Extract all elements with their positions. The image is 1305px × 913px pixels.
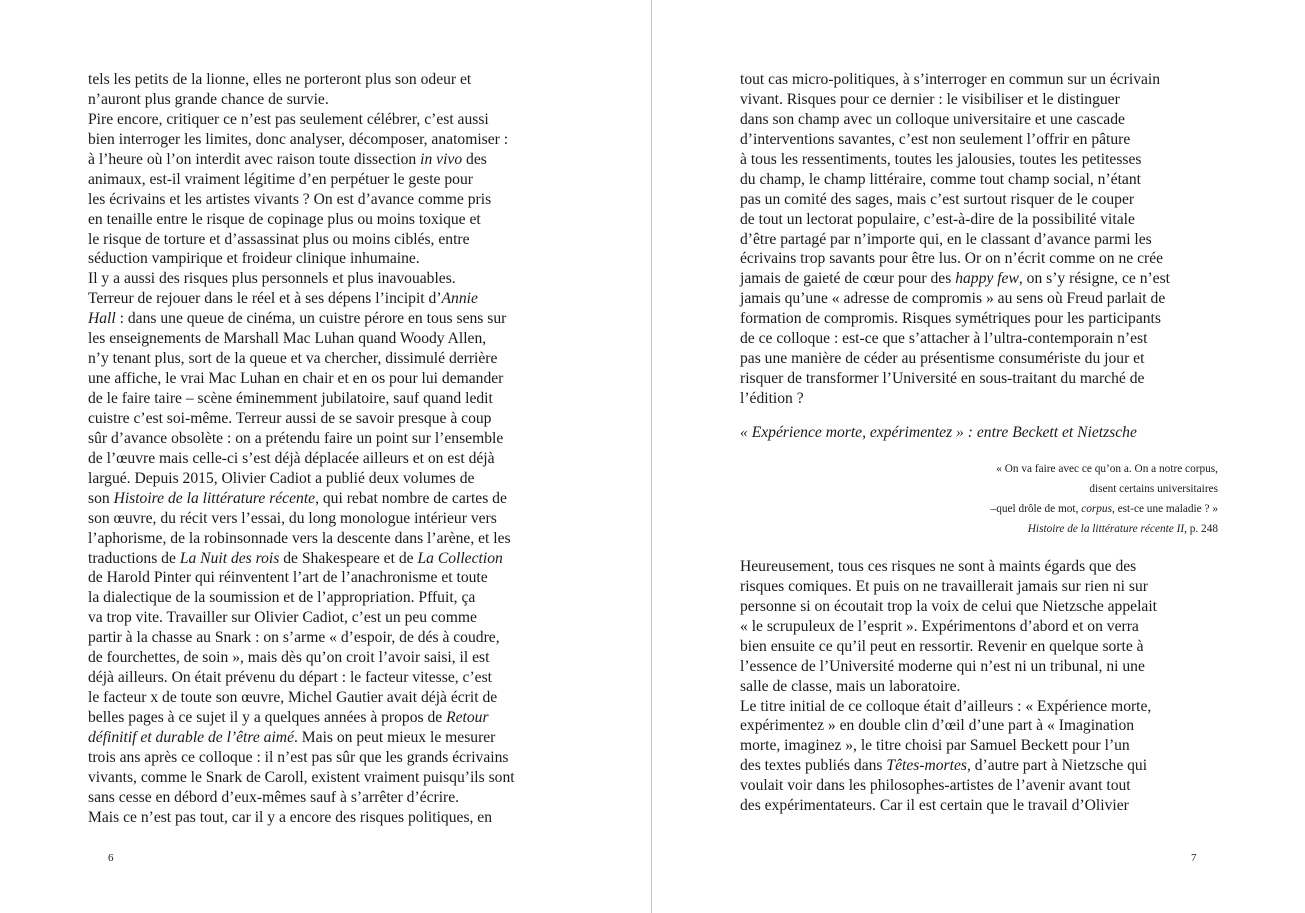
- text-run: déjà ailleurs. On était prévenu du départ : le facteur vitesse, c’est: [88, 669, 492, 687]
- text-line: [88, 429, 568, 449]
- text-line: [740, 637, 1220, 657]
- page-gutter-divider: [651, 0, 652, 913]
- text-run: bien interroger les limites, donc analyser, décomposer, anatomiser :: [88, 130, 509, 148]
- text-run: , on s’y résigne, ce n’est: [1018, 270, 1171, 288]
- text-run: disent certains universitaires: [1089, 482, 1218, 495]
- text-run: n’y tenant plus, sort de la queue et va chercher, dissimulé derrière: [88, 350, 498, 368]
- text-run: les écrivains et les artistes vivants ? On est d’avance comme pris: [88, 190, 492, 208]
- epigraph-line: [740, 479, 1218, 499]
- text-line: [740, 597, 1220, 617]
- text-run: à tous les ressentiments, toutes les jalousies, toutes les petitesses: [740, 150, 1142, 168]
- italic-text-run: happy few: [955, 270, 1019, 288]
- text-run: jamais qu’une « adresse de compromis » au sens où Freud parlait de: [740, 290, 1166, 308]
- text-run: tout cas micro-politiques, à s’interroger en commun sur un écrivain: [740, 71, 1161, 88]
- text-run: jamais de gaieté de cœur pour des: [740, 270, 956, 288]
- text-run: bien ensuite ce qu’il peut en ressortir. Revenir en quelque sorte à: [740, 637, 1144, 655]
- text-run: de fourchettes, de soin », mais dès qu’on croit l’avoir saisi, il est: [88, 649, 490, 667]
- text-line: [740, 677, 1220, 697]
- text-line: [88, 608, 568, 628]
- text-run: va trop vite. Travailler sur Olivier Cadiot, c’est un peu comme: [88, 609, 477, 627]
- text-run: risques comiques. Et puis on ne travaillerait jamais sur rien ni sur: [740, 577, 1148, 595]
- text-line: [740, 289, 1220, 309]
- text-run: pas une manière de céder au présentisme consumériste du jour et: [740, 350, 1145, 368]
- left-page-number: 6: [108, 852, 114, 864]
- text-run: , qui rebat nombre de cartes de: [315, 489, 507, 507]
- text-line: [740, 269, 1220, 289]
- text-run: salle de classe, mais un laboratoire.: [740, 677, 961, 695]
- text-run: expérimentez » en double clin d’œil d’une part à « Imagination: [740, 717, 1135, 735]
- text-line: [740, 190, 1220, 210]
- text-run: formation de compromis. Risques symétriques pour les participants: [740, 310, 1161, 328]
- text-line: [88, 369, 568, 389]
- text-run: du champ, le champ littéraire, comme tout champ social, n’étant: [740, 170, 1141, 188]
- italic-text-run: La Nuit des rois: [179, 549, 280, 567]
- text-run: les enseignements de Marshall Mac Luhan quand Woody Allen,: [88, 330, 487, 348]
- left-page: [0, 0, 652, 913]
- text-run: . Mais on peut mieux le mesurer: [294, 728, 496, 746]
- right-page-number: 7: [1191, 852, 1197, 864]
- right-page-bottom-paragraphs: [740, 557, 1220, 816]
- text-line: [88, 768, 568, 788]
- text-line: [740, 249, 1220, 269]
- text-run: des expérimentateurs. Car il est certain que le travail d’Olivier: [740, 797, 1129, 815]
- text-line: [88, 269, 568, 289]
- text-line: [740, 617, 1220, 637]
- epigraph-quote: [740, 459, 1218, 539]
- text-run: , d’autre part à Nietzsche qui: [966, 757, 1148, 775]
- italic-text-run: Hall: [88, 310, 116, 328]
- text-line: [88, 150, 568, 170]
- text-line: [88, 190, 568, 210]
- italic-text-run: Histoire de la littérature récente II: [1027, 522, 1185, 535]
- text-line: [88, 728, 568, 748]
- text-line: [88, 648, 568, 668]
- text-line: [88, 529, 568, 549]
- text-run: de ce colloque : est-ce que s’attacher à l’ultra-contemporain n’est: [740, 330, 1148, 348]
- epigraph-line: [740, 459, 1218, 479]
- text-run: tels les petits de la lionne, elles ne porteront plus son odeur et: [88, 71, 472, 88]
- text-line: [88, 249, 568, 269]
- text-run: d’être partagé par n’importe qui, en le classant d’avance parmi les: [740, 230, 1152, 248]
- text-line: [88, 70, 568, 90]
- text-line: [740, 776, 1220, 796]
- text-run: risquer de transformer l’Université en sous-traitant du marché de: [740, 370, 1145, 388]
- text-line: [88, 110, 568, 130]
- text-line: [740, 756, 1220, 776]
- text-run: de Harold Pinter qui réinventent l’art de l’anachronisme et toute: [88, 569, 488, 587]
- text-line: [88, 170, 568, 190]
- italic-text-run: in vivo: [420, 150, 463, 168]
- text-line: [740, 557, 1220, 577]
- text-line: [88, 628, 568, 648]
- text-run: cuistre c’est soi-même. Terreur aussi de se savoir presque à coup: [88, 409, 492, 427]
- italic-text-run: Histoire de la littérature récente: [113, 489, 316, 507]
- epigraph-line: [740, 499, 1218, 519]
- text-line: [740, 389, 1220, 409]
- text-run: n’auront plus grande chance de survie.: [88, 90, 329, 108]
- text-run: de Shakespeare et de: [279, 549, 418, 567]
- italic-text-run: La Collection: [417, 549, 503, 567]
- text-run: écrivains trop savants pour être lus. Or on n’écrit comme on ne crée: [740, 250, 1164, 268]
- text-run: l’essence de l’Université moderne qui n’est ni un tribunal, ni une: [740, 657, 1145, 675]
- text-run: de le faire taire – scène éminemment jubilatoire, sauf quand ledit: [88, 390, 493, 407]
- text-line: [88, 748, 568, 768]
- text-line: [88, 90, 568, 110]
- text-line: [88, 568, 568, 588]
- text-run: dans son champ avec un colloque universitaire et une cascade: [740, 110, 1125, 128]
- text-run: la dialectique de la soumission et de l’appropriation. Pffuit, ça: [88, 589, 476, 607]
- text-run: son: [88, 489, 114, 507]
- text-line: [88, 329, 568, 349]
- text-run: Heureusement, tous ces risques ne sont à maints égards que des: [740, 557, 1137, 575]
- text-run: animaux, est-il vraiment légitime d’en perpétuer le geste pour: [88, 170, 473, 188]
- text-run: de l’œuvre mais celle-ci s’est déjà déplacée ailleurs et on est déjà: [88, 449, 495, 467]
- text-run: vivants, comme le Snark de Caroll, existent vraiment puisqu’ils sont: [88, 768, 515, 786]
- right-page-top-paragraphs: [740, 70, 1220, 409]
- text-run: l’aphorisme, de la robinsonnade vers la descente dans l’arène, et les: [88, 529, 511, 547]
- italic-text-run: définitif et durable de l’être aimé: [88, 728, 294, 746]
- text-line: [88, 808, 568, 828]
- text-line: [88, 788, 568, 808]
- text-run: Pire encore, critiquer ce n’est pas seulement célébrer, c’est aussi: [88, 110, 489, 128]
- right-page: [653, 0, 1305, 913]
- text-line: [88, 708, 568, 728]
- text-line: [740, 210, 1220, 230]
- text-run: « le scrupuleux de l’esprit ». Expérimentons d’abord et on verra: [740, 617, 1139, 635]
- text-run: , p. 248: [1184, 522, 1218, 535]
- text-line: [740, 90, 1220, 110]
- text-line: [740, 697, 1220, 717]
- text-line: [740, 349, 1220, 369]
- text-run: largué. Depuis 2015, Olivier Cadiot a publié deux volumes de: [88, 469, 475, 487]
- text-line: [740, 369, 1220, 389]
- italic-text-run: Têtes-mortes: [886, 757, 967, 775]
- text-run: , est-ce une maladie ? »: [1111, 502, 1218, 515]
- text-run: trois ans après ce colloque : il n’est pas sûr que les grands écrivains: [88, 748, 509, 766]
- italic-text-run: Annie: [441, 290, 478, 308]
- text-line: [740, 230, 1220, 250]
- text-line: [740, 70, 1220, 90]
- right-page-body: [740, 70, 1220, 816]
- text-line: [740, 170, 1220, 190]
- text-run: de tout un lectorat populaire, c’est-à-dire de la possibilité vitale: [740, 210, 1135, 228]
- italic-text-run: Retour: [446, 709, 489, 726]
- text-line: [740, 150, 1220, 170]
- text-run: le risque de torture et d’assassinat plus ou moins ciblés, entre: [88, 230, 470, 248]
- epigraph-line: [740, 519, 1218, 539]
- epigraph-spacer: [740, 539, 1220, 557]
- text-line: [740, 577, 1220, 597]
- text-run: le facteur x de toute son œuvre, Michel Gautier avait déjà écrit de: [88, 689, 498, 707]
- text-line: [88, 289, 568, 309]
- section-heading: « Expérience morte, expérimentez » : entre Beckett et Nietzsche: [740, 423, 1137, 441]
- text-line: [740, 130, 1220, 150]
- text-line: [88, 688, 568, 708]
- text-line: [88, 349, 568, 369]
- text-line: [88, 409, 568, 429]
- text-run: belles pages à ce sujet il y a quelques années à propos de: [88, 709, 447, 726]
- text-run: d’interventions savantes, c’est non seulement l’offrir en pâture: [740, 130, 1131, 148]
- text-run: Mais ce n’est pas tout, car il y a encore des risques politiques, en: [88, 808, 493, 826]
- text-line: [88, 509, 568, 529]
- text-line: [88, 210, 568, 230]
- text-run: vivant. Risques pour ce dernier : le visibiliser et le distinguer: [740, 90, 1120, 108]
- text-line: [88, 230, 568, 250]
- text-run: partir à la chasse au Snark : on s’arme « d’espoir, de dés à coudre,: [88, 629, 500, 647]
- text-run: en tenaille entre le risque de copinage plus ou moins toxique et: [88, 210, 481, 228]
- text-run: l’édition ?: [740, 390, 804, 407]
- text-line: [740, 796, 1220, 816]
- text-line: [88, 588, 568, 608]
- text-run: Il y a aussi des risques plus personnels et plus inavouables.: [88, 270, 456, 288]
- text-line: [740, 110, 1220, 130]
- text-run: des: [462, 150, 487, 168]
- text-run: morte, imaginez », le titre choisi par Samuel Beckett pour l’un: [740, 737, 1130, 755]
- text-line: [88, 549, 568, 569]
- text-line: [740, 309, 1220, 329]
- text-line: [740, 716, 1220, 736]
- text-run: séduction vampirique et froideur clinique inhumaine.: [88, 250, 420, 268]
- text-run: à l’heure où l’on interdit avec raison toute dissection: [88, 150, 421, 168]
- text-run: des textes publiés dans: [740, 757, 887, 775]
- text-line: [740, 329, 1220, 349]
- text-line: [88, 389, 568, 409]
- left-page-body: [88, 70, 568, 828]
- text-line: [740, 736, 1220, 756]
- text-run: Terreur de rejouer dans le réel et à ses dépens l’incipit d’: [88, 290, 442, 308]
- text-run: : dans une queue de cinéma, un cuistre pérore en tous sens sur: [115, 310, 507, 328]
- text-run: une affiche, le vrai Mac Luhan en chair et en os pour lui demander: [88, 370, 504, 388]
- text-line: [88, 449, 568, 469]
- text-run: –quel drôle de mot,: [990, 502, 1082, 515]
- text-run: personne si on écoutait trop la voix de celui que Nietzsche appelait: [740, 597, 1157, 615]
- text-run: sûr d’avance obsolète : on a prétendu faire un point sur l’ensemble: [88, 429, 504, 447]
- italic-text-run: corpus: [1081, 502, 1112, 515]
- text-line: [740, 657, 1220, 677]
- text-run: traductions de: [88, 549, 180, 567]
- text-line: [88, 489, 568, 509]
- text-line: [88, 309, 568, 329]
- text-line: [88, 130, 568, 150]
- text-run: « On va faire avec ce qu’on a. On a notre corpus,: [996, 462, 1218, 475]
- text-run: pas un comité des sages, mais c’est surtout risquer de le couper: [740, 190, 1135, 208]
- text-line: [88, 668, 568, 688]
- text-line: [88, 469, 568, 489]
- text-run: sans cesse en débord d’eux-mêmes sauf à s’arrêter d’écrire.: [88, 788, 460, 806]
- text-run: son œuvre, du récit vers l’essai, du long monologue intérieur vers: [88, 509, 497, 527]
- text-run: Le titre initial de ce colloque était d’ailleurs : « Expérience morte,: [740, 697, 1152, 715]
- text-run: voulait voir dans les philosophes-artistes de l’avenir avant tout: [740, 777, 1131, 795]
